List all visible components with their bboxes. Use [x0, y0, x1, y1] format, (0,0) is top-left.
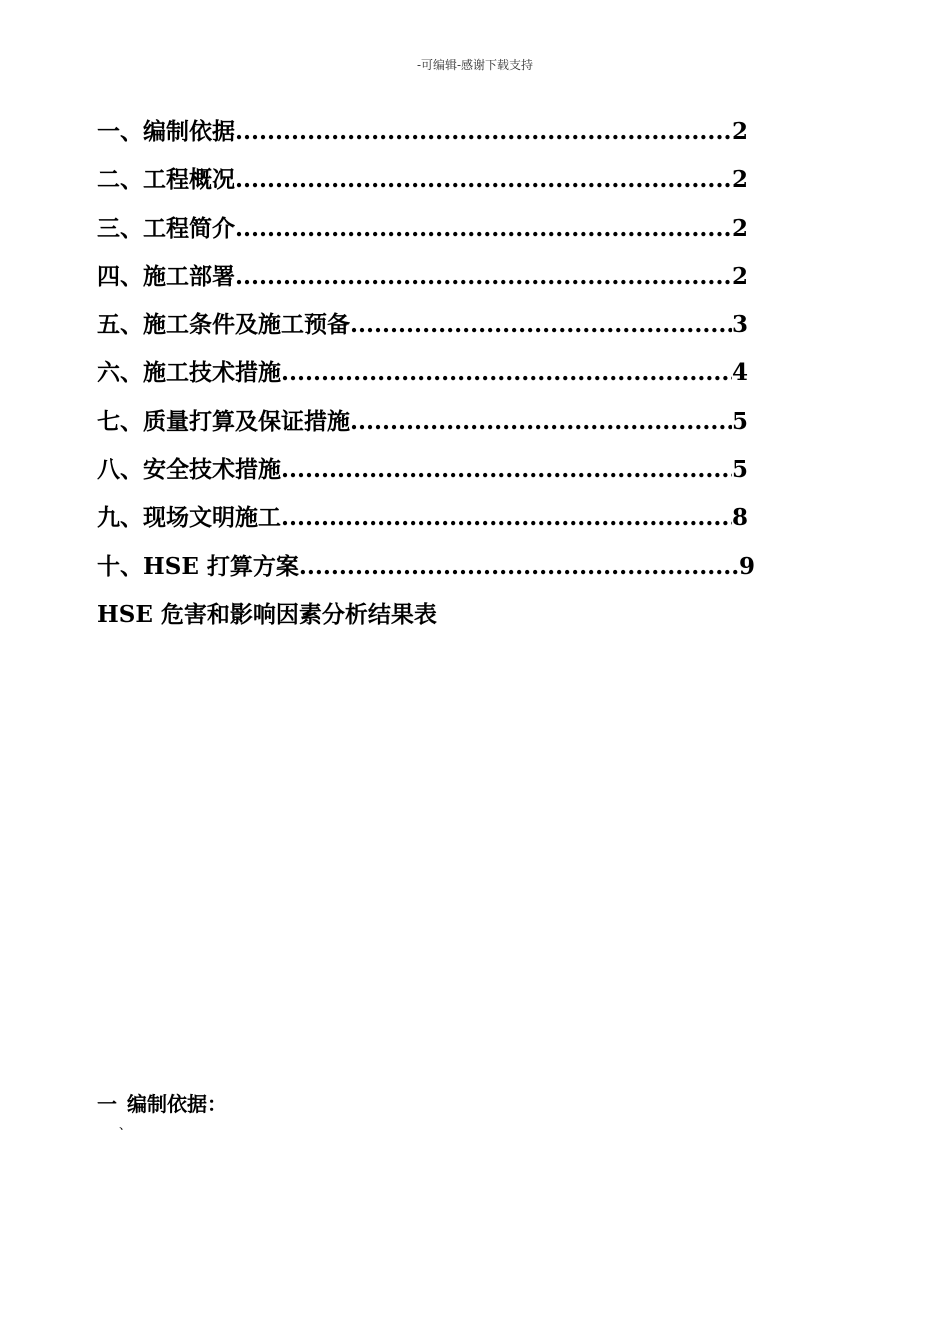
toc-entry-3[interactable] [97, 209, 748, 257]
toc-page-number: 5 [731, 407, 748, 435]
toc-entry-8[interactable] [97, 450, 748, 498]
section-title: 编制依据： [127, 1092, 227, 1116]
toc-page-number: 2 [731, 166, 748, 194]
toc-entry-title: 九、现场文明施工 [97, 504, 281, 532]
toc-dot-leader [350, 305, 732, 345]
toc-entry-title: 一、编制依据 [97, 118, 235, 145]
toc-entry-title: 二、工程概况 [97, 166, 235, 194]
table-of-contents [97, 112, 757, 643]
toc-entry-title: 四、施工部署 [97, 262, 235, 290]
toc-dot-leader [235, 257, 732, 297]
toc-dot-leader [281, 498, 732, 538]
toc-dot-leader [235, 209, 732, 249]
toc-dot-leader [235, 112, 732, 152]
toc-dot-leader [281, 353, 732, 393]
toc-page-number: 2 [731, 214, 748, 242]
toc-page-number: 5 [731, 456, 748, 484]
toc-page-number: 2 [731, 262, 748, 290]
section-heading [97, 1088, 227, 1117]
toc-page-number: 2 [731, 118, 748, 145]
page-header: -可编辑-感谢下载支持 [416, 58, 534, 72]
toc-entry-title: 十、HSE 打算方案 [97, 552, 299, 580]
toc-entry-5[interactable] [97, 305, 748, 353]
toc-page-number: 9 [738, 552, 755, 580]
toc-dot-leader [350, 402, 732, 442]
toc-page-number: 3 [731, 311, 748, 339]
toc-entry-title: 五、施工条件及施工预备 [97, 311, 350, 339]
toc-entry-2[interactable] [97, 160, 748, 208]
toc-entry-title: 三、工程简介 [97, 214, 235, 242]
toc-entry-6[interactable] [97, 353, 748, 401]
toc-dot-leader [235, 160, 732, 200]
toc-entry-10[interactable] [97, 547, 755, 595]
toc-entry-title: 八、安全技术措施 [97, 456, 281, 484]
section-number: 一 [97, 1092, 117, 1116]
toc-entry-9[interactable] [97, 498, 748, 546]
toc-dot-leader [281, 450, 732, 490]
toc-entry-title: 六、施工技术措施 [97, 359, 281, 387]
toc-entry-4[interactable] [97, 257, 748, 305]
toc-page-number: 4 [731, 359, 748, 387]
toc-entry-1[interactable] [97, 112, 748, 160]
toc-page-number: 8 [731, 504, 748, 532]
toc-entry-hse-table[interactable]: HSE 危害和影响因素分析结果表 [97, 600, 437, 628]
toc-entry-title: 七、质量打算及保证措施 [97, 407, 350, 435]
section-number-separator: 、 [119, 1118, 132, 1132]
toc-entry-7[interactable] [97, 402, 748, 450]
toc-dot-leader [299, 547, 739, 587]
